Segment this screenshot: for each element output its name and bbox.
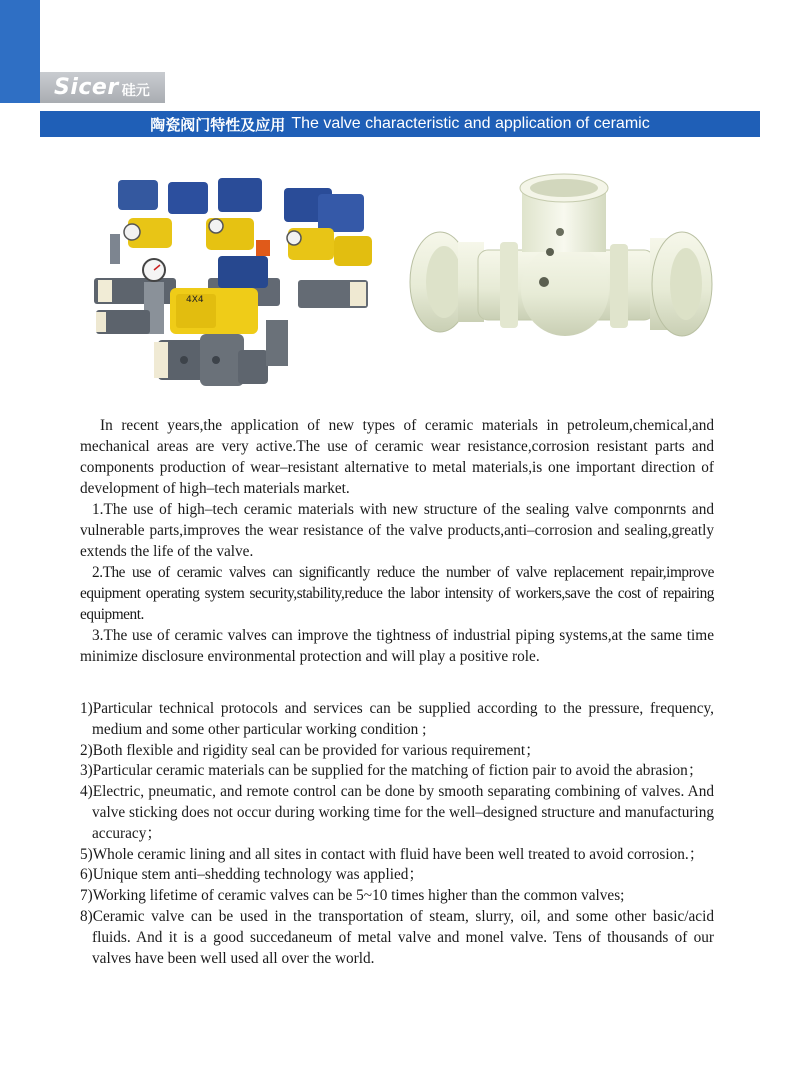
left-accent-bar bbox=[0, 0, 40, 103]
features-list bbox=[80, 699, 714, 969]
feature-item-4: 4)Electric, pneumatic, and remote control can be done by smooth separating combining of valves. And valve sticking does not occur during working time for the well–designed structure and manufacturing accuracy； bbox=[80, 783, 714, 842]
feature-item-2: 2)Both flexible and rigidity seal can be provided for various requirement； bbox=[80, 741, 541, 759]
actuator-label: 4X4 bbox=[186, 295, 204, 305]
section-title-en: The valve characteristic and application of ceramic bbox=[291, 115, 650, 132]
intro-text bbox=[80, 415, 714, 667]
feature-item-6: 6)Unique stem anti–shedding technology was applied； bbox=[80, 866, 424, 884]
section-title-bar bbox=[40, 111, 760, 137]
intro-point-3: 3.The use of ceramic valves can improve the tightness of industrial piping systems,at the same time minimize disclosure environmental protection and will play a positive role. bbox=[80, 627, 714, 665]
feature-item-8: 8)Ceramic valve can be used in the transportation of steam, slurry, oil, and some other basic/acid fluids. And it is a good succedaneum of metal valve and monel valve. Tens of thousands of our valves have been well used all over the world. bbox=[80, 907, 714, 967]
section-title-cn: 陶瓷阀门特性及应用 bbox=[150, 115, 286, 134]
brand-logo bbox=[40, 72, 165, 103]
intro-paragraph: In recent years,the application of new types of ceramic materials in petroleum,chemical,and mechanical areas are very active.The use of ceramic wear resistance,corrosion resistant parts and components production of wear–resistant alternative to metal materials,is one important direction of development of high–tech materials market. bbox=[80, 417, 714, 497]
intro-point-1: 1.The use of high–tech ceramic materials with new structure of the sealing valve componrnts and vulnerable parts,improves the wear resistance of the valve products,anti–corrosion and sealing,greatly extends the life of the valve. bbox=[80, 501, 714, 560]
brand-name: Sicer bbox=[54, 75, 119, 100]
intro-point-2: 2.The use of ceramic valves can significantly reduce the number of valve replacement repair,improve equipment operating system security,stability,reduce the labor intensity of workers,save the cost of repairing equipment. bbox=[80, 564, 714, 623]
feature-item-5: 5)Whole ceramic lining and all sites in contact with fluid have been well treated to avoid corrosion.； bbox=[80, 845, 704, 863]
feature-item-7: 7)Working lifetime of ceramic valves can be 5~10 times higher than the common valves; bbox=[80, 887, 625, 905]
brand-name-cn: 硅元 bbox=[121, 82, 150, 99]
ceramic-parts-photo bbox=[400, 172, 718, 372]
feature-item-1: 1)Particular technical protocols and services can be supplied according to the pressure, frequency, medium and some other particular working condition ; bbox=[80, 700, 714, 738]
actuated-valves-photo bbox=[88, 170, 375, 402]
feature-item-3: 3)Particular ceramic materials can be supplied for the matching of fiction pair to avoid the abrasion； bbox=[80, 762, 704, 780]
